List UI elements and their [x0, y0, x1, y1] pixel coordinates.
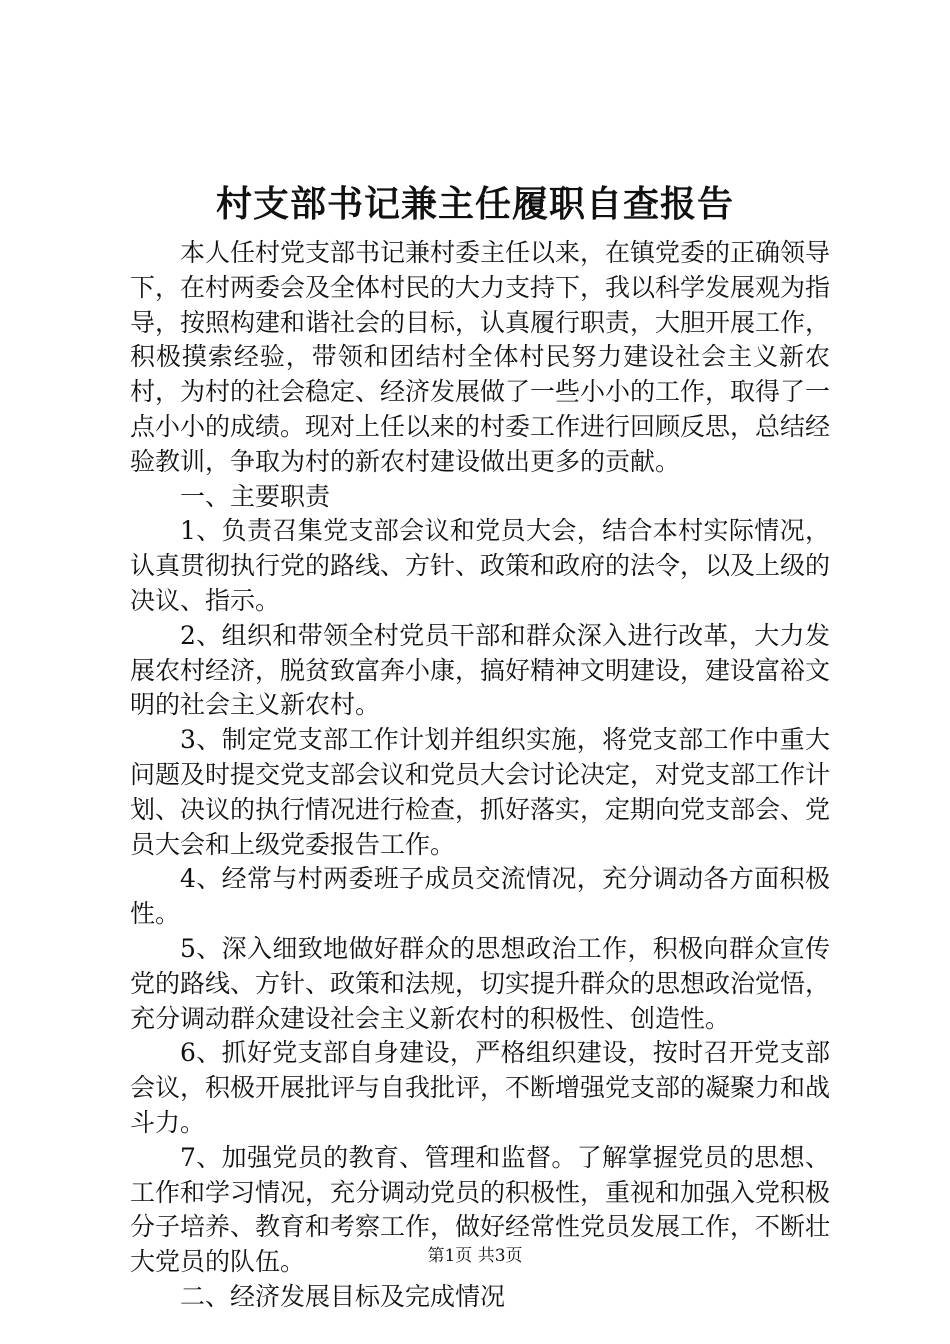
- section-heading-main-duties: 一、主要职责: [180, 481, 331, 511]
- duty-item-7: 7、加强党员的教育、管理和监督。了解掌握党员的思想、工作和学习情况，充分调动党员的积极性，重视和加强入党积极分子培养、教育和考察工作，做好经常性党员发展工作，不断壮大党员的队伍。: [130, 1142, 831, 1277]
- paragraph-intro: 本人任村党支部书记兼村委主任以来，在镇党委的正确领导下，在村两委会及全体村民的大力支持下，我以科学发展观为指导，按照构建和谐社会的目标，认真履行职责，大胆开展工作，积极摸索经验，带领和团结村全体村民努力建设社会主义新农村，为村的社会稳定、经济发展做了一些小小的工作，取得了一点小小的成绩。现对上任以来的村委工作进行回顾反思，总结经验教训，争取为村的新农村建设做出更多的贡献。: [130, 238, 831, 476]
- document-title: 村支部书记兼主任履职自查报告: [215, 183, 734, 225]
- duty-item-6: 6、抓好党支部自身建设，严格组织建设，按时召开党支部会议，积极开展批评与自我批评，不断增强党支部的凝聚力和战斗力。: [130, 1038, 831, 1137]
- duty-item-4: 4、经常与村两委班子成员交流情况，充分调动各方面积极性。: [130, 864, 830, 929]
- duty-item-5: 5、深入细致地做好群众的思想政治工作，积极向群众宣传党的路线、方针、政策和法规，切实提升群众的思想政治觉悟，充分调动群众建设社会主义新农村的积极性、创造性。: [130, 933, 831, 1033]
- page-number-footer: 第1页 共3页: [427, 1246, 523, 1266]
- document-body: [130, 236, 830, 1315]
- section-heading-economic-goals: 二、经济发展目标及完成情况: [180, 1281, 506, 1311]
- duty-item-2: 2、组织和带领全村党员干部和群众深入进行改革，大力发展农村经济，脱贫致富奔小康，搞好精神文明建设，建设富裕文明的社会主义新农村。: [130, 620, 831, 720]
- duty-item-3: 3、制定党支部工作计划并组织实施，将党支部工作中重大问题及时提交党支部会议和党员大会讨论决定，对党支部工作计划、决议的执行情况进行检查，抓好落实，定期向党支部会、党员大会和上级党委报告工作。: [130, 725, 831, 859]
- duty-item-1: 1、负责召集党支部会议和党员大会，结合本村实际情况，认真贯彻执行党的路线、方针、政策和政府的法令，以及上级的决议、指示。: [130, 516, 831, 615]
